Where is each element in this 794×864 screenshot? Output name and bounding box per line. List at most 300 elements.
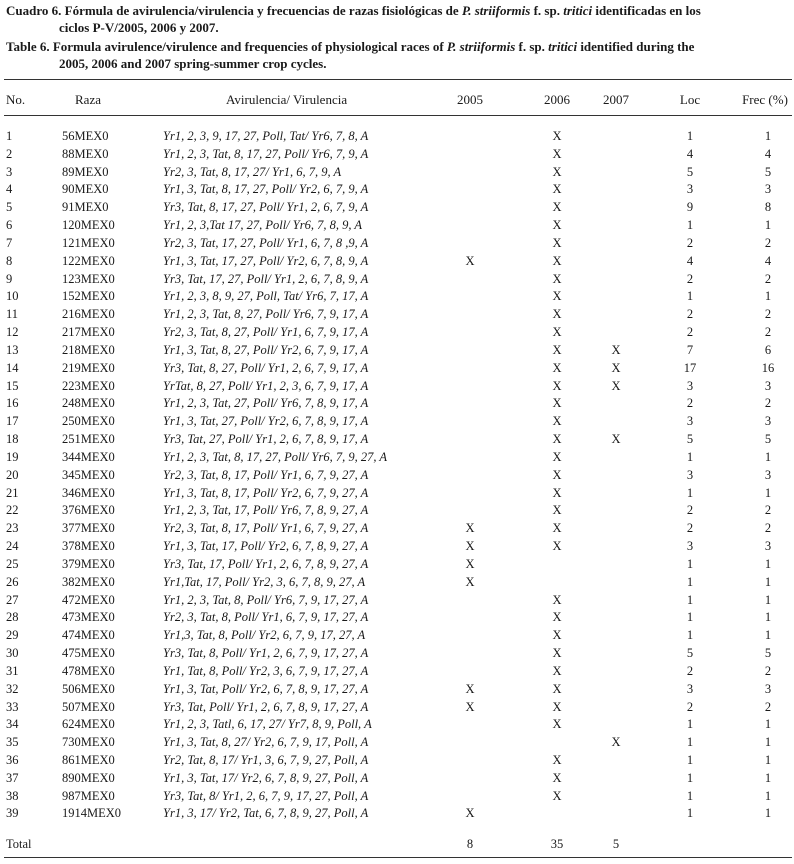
cell-formula: Yr3, Tat, 8, 17, 27, Poll/ Yr1, 2, 6, 7, 9, A	[163, 200, 369, 215]
cell-loc: 3	[686, 467, 694, 482]
cell-formula: YrTat, 8, 27, Poll/ Yr1, 2, 3, 6, 7, 9, 17, A	[163, 378, 369, 393]
cell-frec: 6	[764, 342, 772, 357]
cell-2006: X	[552, 129, 562, 143]
cell-raza: 120MEX0	[62, 218, 115, 233]
cell-no: 4	[6, 182, 13, 197]
cell-frec: 1	[764, 770, 772, 785]
cell-formula: Yr2, 3, Tat, 8, 17, Poll/ Yr1, 6, 7, 9, 27, A	[163, 467, 369, 482]
cell-formula: Yr1, 2, 3, Tat, 27, Poll/ Yr6, 7, 8, 9, 17, A	[163, 396, 369, 411]
table-row	[0, 716, 794, 734]
cell-loc: 2	[686, 235, 694, 250]
cell-no: 28	[6, 610, 19, 625]
caption-spanish-text: Fórmula de avirulencia/virulencia y frecuencias de razas fisiológicas de	[61, 3, 462, 18]
cell-no: 27	[6, 592, 19, 607]
cell-formula: Yr2, 3, Tat, 17, 27, Poll/ Yr1, 6, 7, 8 ,9, A	[163, 235, 369, 250]
cell-no: 5	[6, 200, 13, 215]
header-no: No.	[6, 92, 26, 107]
cell-no: 23	[6, 521, 19, 536]
table-row	[0, 217, 794, 235]
cell-formula: Yr3, Tat, 27, Poll/ Yr1, 2, 6, 7, 8, 9, 17, A	[163, 432, 369, 447]
cell-raza: 861MEX0	[62, 752, 115, 767]
cell-frec: 1	[764, 628, 772, 643]
cell-no: 37	[6, 770, 19, 785]
cell-formula: Yr1, 2, 3, 9, 17, 27, Poll, Tat/ Yr6, 7, 8, A	[163, 129, 369, 143]
header-2006: 2006	[544, 92, 570, 107]
cell-2006: X	[552, 539, 562, 554]
cell-no: 20	[6, 467, 19, 482]
cell-formula: Yr3, Tat, 8, Poll/ Yr1, 2, 6, 7, 9, 17, 27, A	[163, 646, 369, 661]
cell-frec: 2	[764, 271, 772, 286]
cell-raza: 90MEX0	[62, 182, 109, 197]
cell-no: 25	[6, 556, 19, 571]
cell-raza: 123MEX0	[62, 271, 115, 286]
cell-loc: 9	[686, 200, 694, 215]
cell-no: 9	[6, 271, 13, 286]
cell-2006: X	[552, 342, 562, 357]
caption-english-text-c: identified during the	[577, 39, 695, 54]
table-row	[0, 360, 794, 378]
table-row	[0, 805, 794, 823]
total-2007: 5	[612, 837, 620, 851]
cell-raza: 88MEX0	[62, 146, 109, 161]
cell-raza: 248MEX0	[62, 396, 115, 411]
caption-spanish-text-c: identificadas en los	[592, 3, 701, 18]
cell-raza: 89MEX0	[62, 164, 109, 179]
header-raza: Raza	[75, 92, 101, 107]
table-row	[0, 574, 794, 592]
cell-2006: X	[552, 752, 562, 767]
cell-raza: 506MEX0	[62, 681, 115, 696]
cell-2007: X	[611, 360, 621, 375]
cell-loc: 3	[686, 378, 694, 393]
cell-formula: Yr1, 3, Tat, 8, 27/ Yr2, 6, 7, 9, 17, Poll, A	[163, 735, 369, 750]
cell-raza: 223MEX0	[62, 378, 115, 393]
cell-raza: 376MEX0	[62, 503, 115, 518]
cell-formula: Yr2, 3, Tat, 8, Poll/ Yr1, 6, 7, 9, 17, 27, A	[163, 610, 369, 625]
cell-frec: 1	[764, 574, 772, 589]
cell-raza: 377MEX0	[62, 521, 115, 536]
caption-english	[6, 38, 790, 72]
table-row	[0, 431, 794, 449]
cell-frec: 1	[764, 289, 772, 304]
cell-raza: 474MEX0	[62, 628, 115, 643]
cell-formula: Yr1, 3, Tat, 8, 27, Poll/ Yr2, 6, 7, 9, 17, A	[163, 342, 369, 357]
cell-formula: Yr1, 2, 3, Tat, 8, Poll/ Yr6, 7, 9, 17, 27, A	[163, 592, 369, 607]
cell-2006: X	[552, 307, 562, 322]
cell-frec: 2	[764, 521, 772, 536]
table-row	[0, 342, 794, 360]
table-row	[0, 592, 794, 610]
cell-no: 24	[6, 539, 19, 554]
cell-raza: 250MEX0	[62, 414, 115, 429]
caption-english-line-1	[6, 38, 790, 55]
cell-loc: 1	[686, 628, 694, 643]
cell-formula: Yr1, 3, Tat, 8, 17, 27, Poll/ Yr2, 6, 7, 9, A	[163, 182, 369, 197]
cell-frec: 2	[764, 663, 772, 678]
cell-raza: 987MEX0	[62, 788, 115, 803]
table-row	[0, 395, 794, 413]
table-row	[0, 253, 794, 271]
cell-2006: X	[552, 253, 562, 268]
cell-frec: 2	[764, 307, 772, 322]
cell-raza: 218MEX0	[62, 342, 115, 357]
table-bottom-rule	[4, 857, 792, 858]
cell-loc: 2	[686, 521, 694, 536]
cell-frec: 2	[764, 699, 772, 714]
cell-frec: 1	[764, 806, 772, 821]
cell-formula: Yr1, 2, 3, Tatl, 6, 17, 27/ Yr7, 8, 9, Poll, A	[163, 717, 372, 732]
cell-no: 29	[6, 628, 19, 643]
cell-no: 34	[6, 717, 19, 732]
cell-loc: 1	[686, 735, 694, 750]
table-row	[0, 413, 794, 431]
cell-loc: 3	[686, 539, 694, 554]
cell-loc: 1	[686, 752, 694, 767]
cell-formula: Yr1, 2, 3, Tat, 17, Poll/ Yr6, 7, 8, 9, 27, A	[163, 503, 369, 518]
cell-frec: 1	[764, 735, 772, 750]
table-body	[0, 128, 794, 823]
table-row	[0, 752, 794, 770]
cell-2006: X	[552, 271, 562, 286]
cell-2006: X	[552, 699, 562, 714]
cell-formula: Yr3, Tat, 8, 27, Poll/ Yr1, 2, 6, 7, 9, 17, A	[163, 360, 369, 375]
cell-formula: Yr3, Tat, 17, Poll/ Yr1, 2, 6, 7, 8, 9, 27, A	[163, 556, 369, 571]
cell-frec: 3	[764, 414, 772, 429]
table-row	[0, 324, 794, 342]
table-row	[0, 235, 794, 253]
cell-2005: X	[465, 681, 475, 696]
caption-spanish-species: P. striiformis	[461, 3, 531, 18]
cell-loc: 3	[686, 182, 694, 197]
cell-loc: 2	[686, 503, 694, 518]
cell-frec: 1	[764, 592, 772, 607]
cell-formula: Yr1, 2, 3, Tat, 8, 27, Poll/ Yr6, 7, 9, 17, A	[163, 307, 369, 322]
cell-2006: X	[552, 146, 562, 161]
table-row	[0, 449, 794, 467]
header-2005: 2005	[457, 92, 483, 107]
table-row	[0, 164, 794, 182]
cell-frec: 5	[764, 646, 772, 661]
cell-loc: 1	[686, 592, 694, 607]
cell-2007: X	[611, 735, 621, 750]
cell-no: 14	[6, 360, 19, 375]
table-row	[0, 467, 794, 485]
cell-no: 22	[6, 503, 19, 518]
cell-formula: Yr1, 3, Tat, 17/ Yr2, 6, 7, 8, 9, 27, Poll, A	[163, 770, 369, 785]
cell-loc: 1	[686, 574, 694, 589]
cell-no: 31	[6, 663, 19, 678]
cell-frec: 2	[764, 503, 772, 518]
cell-loc: 7	[686, 342, 694, 357]
cell-raza: 478MEX0	[62, 663, 115, 678]
cell-formula: Yr2, 3, Tat, 8, 17, Poll/ Yr1, 6, 7, 9, 27, A	[163, 521, 369, 536]
cell-frec: 1	[764, 485, 772, 500]
cell-raza: 216MEX0	[62, 307, 115, 322]
cell-raza: 382MEX0	[62, 574, 115, 589]
table-top-rule	[4, 79, 792, 80]
cell-formula: Yr1, 3, 17/ Yr2, Tat, 6, 7, 8, 9, 27, Poll, A	[163, 806, 369, 821]
cell-2006: X	[552, 164, 562, 179]
cell-frec: 3	[764, 378, 772, 393]
cell-no: 26	[6, 574, 19, 589]
cell-raza: 121MEX0	[62, 235, 115, 250]
caption-english-label: Table 6.	[6, 39, 50, 54]
cell-2006: X	[552, 396, 562, 411]
cell-2005: X	[465, 806, 475, 821]
cell-no: 21	[6, 485, 19, 500]
table-row	[0, 199, 794, 217]
cell-frec: 4	[764, 253, 772, 268]
cell-2006: X	[552, 610, 562, 625]
cell-frec: 8	[764, 200, 772, 215]
cell-loc: 1	[686, 129, 694, 143]
cell-loc: 17	[683, 360, 697, 375]
cell-raza: 730MEX0	[62, 735, 115, 750]
cell-2006: X	[552, 325, 562, 340]
table-row	[0, 520, 794, 538]
table-total-row	[0, 835, 794, 853]
caption-spanish	[6, 2, 790, 36]
caption-spanish-tritici: tritici	[563, 3, 593, 18]
table-header-rule	[4, 115, 792, 116]
cell-loc: 1	[686, 717, 694, 732]
cell-frec: 16	[761, 360, 775, 375]
cell-frec: 1	[764, 129, 772, 143]
cell-2006: X	[552, 646, 562, 661]
cell-frec: 1	[764, 788, 772, 803]
header-loc: Loc	[679, 92, 701, 107]
cell-frec: 3	[764, 467, 772, 482]
cell-raza: 624MEX0	[62, 717, 115, 732]
cell-2006: X	[552, 432, 562, 447]
cell-no: 15	[6, 378, 19, 393]
table-row	[0, 734, 794, 752]
cell-loc: 2	[686, 699, 694, 714]
table-row	[0, 288, 794, 306]
cell-frec: 5	[764, 432, 772, 447]
cell-raza: 56MEX0	[62, 129, 109, 143]
total-2006: 35	[550, 837, 564, 851]
caption-english-tritici: tritici	[548, 39, 578, 54]
cell-formula: Yr1, 2, 3, 8, 9, 27, Poll, Tat/ Yr6, 7, 17, A	[163, 289, 369, 304]
cell-no: 3	[6, 164, 13, 179]
cell-formula: Yr2, 3, Tat, 8, 27, Poll/ Yr1, 6, 7, 9, 17, A	[163, 325, 369, 340]
cell-frec: 1	[764, 717, 772, 732]
table-row	[0, 699, 794, 717]
cell-2006: X	[552, 414, 562, 429]
cell-2005: X	[465, 556, 475, 571]
cell-2006: X	[552, 770, 562, 785]
table-row	[0, 306, 794, 324]
cell-no: 11	[6, 307, 19, 322]
cell-loc: 2	[686, 307, 694, 322]
cell-loc: 4	[686, 146, 694, 161]
total-2005: 8	[466, 837, 474, 851]
cell-frec: 1	[764, 218, 772, 233]
cell-formula: Yr1,3, Tat, 8, Poll/ Yr2, 6, 7, 9, 17, 27, A	[163, 628, 366, 643]
cell-2007: X	[611, 378, 621, 393]
cell-no: 38	[6, 788, 19, 803]
cell-frec: 3	[764, 539, 772, 554]
table-row	[0, 663, 794, 681]
cell-loc: 1	[686, 449, 694, 464]
cell-loc: 1	[686, 770, 694, 785]
header-formula: Avirulencia/ Virulencia	[226, 92, 348, 107]
cell-no: 8	[6, 253, 13, 268]
cell-no: 32	[6, 681, 19, 696]
cell-no: 7	[6, 235, 13, 250]
table-row	[0, 609, 794, 627]
cell-formula: Yr1, 3, Tat, 17, Poll/ Yr2, 6, 7, 8, 9, 27, A	[163, 539, 369, 554]
cell-loc: 1	[686, 485, 694, 500]
cell-2006: X	[552, 592, 562, 607]
cell-frec: 1	[764, 556, 772, 571]
table-row	[0, 645, 794, 663]
table-row	[0, 181, 794, 199]
header-2007: 2007	[603, 92, 629, 107]
table-row	[0, 378, 794, 396]
cell-loc: 3	[686, 681, 694, 696]
cell-raza: 152MEX0	[62, 289, 115, 304]
cell-2006: X	[552, 200, 562, 215]
cell-2006: X	[552, 449, 562, 464]
cell-loc: 1	[686, 218, 694, 233]
cell-loc: 1	[686, 788, 694, 803]
cell-loc: 4	[686, 253, 694, 268]
cell-raza: 890MEX0	[62, 770, 115, 785]
cell-loc: 2	[686, 325, 694, 340]
cell-2006: X	[552, 521, 562, 536]
cell-no: 18	[6, 432, 19, 447]
cell-formula: Yr1, 3, Tat, Poll/ Yr2, 6, 7, 8, 9, 17, 27, A	[163, 681, 369, 696]
cell-formula: Yr3, Tat, 17, 27, Poll/ Yr1, 2, 6, 7, 8, 9, A	[163, 271, 369, 286]
cell-no: 16	[6, 396, 19, 411]
cell-no: 33	[6, 699, 19, 714]
table-row	[0, 538, 794, 556]
cell-2006: X	[552, 378, 562, 393]
table-row	[0, 271, 794, 289]
cell-2005: X	[465, 574, 475, 589]
cell-raza: 1914MEX0	[62, 806, 122, 821]
cell-loc: 5	[686, 164, 694, 179]
cell-no: 36	[6, 752, 19, 767]
cell-frec: 5	[764, 164, 772, 179]
caption-english-species: P. striiformis	[446, 39, 516, 54]
cell-2006: X	[552, 717, 562, 732]
header-frec: Frec (%)	[742, 92, 788, 107]
cell-no: 6	[6, 218, 13, 233]
cell-raza: 217MEX0	[62, 325, 115, 340]
cell-loc: 3	[686, 414, 694, 429]
cell-formula: Yr1, 2, 3, Tat, 8, 17, 27, Poll/ Yr6, 7, 9, 27, A	[163, 449, 387, 464]
cell-no: 17	[6, 414, 19, 429]
cell-formula: Yr1, 2, 3,Tat 17, 27, Poll/ Yr6, 7, 8, 9, A	[163, 218, 362, 233]
cell-frec: 1	[764, 610, 772, 625]
cell-frec: 3	[764, 681, 772, 696]
cell-2005: X	[465, 699, 475, 714]
table-row	[0, 788, 794, 806]
cell-2006: X	[552, 663, 562, 678]
cell-2006: X	[552, 485, 562, 500]
cell-raza: 346MEX0	[62, 485, 115, 500]
cell-formula: Yr3, Tat, Poll/ Yr1, 2, 6, 7, 8, 9, 17, 27, A	[163, 699, 369, 714]
cell-loc: 1	[686, 556, 694, 571]
cell-2006: X	[552, 289, 562, 304]
cell-2006: X	[552, 628, 562, 643]
cell-2006: X	[552, 503, 562, 518]
cell-loc: 5	[686, 432, 694, 447]
cell-raza: 122MEX0	[62, 253, 115, 268]
cell-2006: X	[552, 681, 562, 696]
cell-no: 2	[6, 146, 13, 161]
cell-loc: 2	[686, 271, 694, 286]
cell-no: 1	[6, 129, 13, 143]
caption-spanish-label: Cuadro 6.	[6, 3, 62, 18]
cell-2006: X	[552, 467, 562, 482]
cell-frec: 4	[764, 146, 772, 161]
cell-formula: Yr1,Tat, 17, Poll/ Yr2, 3, 6, 7, 8, 9, 27, A	[163, 574, 366, 589]
cell-formula: Yr1, 3, Tat, 27, Poll/ Yr2, 6, 7, 8, 9, 17, A	[163, 414, 369, 429]
cell-frec: 3	[764, 182, 772, 197]
cell-formula: Yr1, 2, 3, Tat, 8, 17, 27, Poll/ Yr6, 7, 9, A	[163, 146, 369, 161]
cell-raza: 379MEX0	[62, 556, 115, 571]
caption-spanish-line-2: ciclos P-V/2005, 2006 y 2007.	[59, 20, 219, 35]
cell-2006: X	[552, 182, 562, 197]
cell-frec: 2	[764, 396, 772, 411]
cell-loc: 2	[686, 663, 694, 678]
table-row	[0, 128, 794, 146]
cell-frec: 1	[764, 449, 772, 464]
cell-no: 30	[6, 646, 19, 661]
cell-formula: Yr1, Tat, 8, Poll/ Yr2, 3, 6, 7, 9, 17, 27, A	[163, 663, 369, 678]
cell-2006: X	[552, 235, 562, 250]
cell-raza: 91MEX0	[62, 200, 109, 215]
cell-2007: X	[611, 432, 621, 447]
table-row	[0, 485, 794, 503]
table-row	[0, 681, 794, 699]
cell-raza: 475MEX0	[62, 646, 115, 661]
cell-raza: 507MEX0	[62, 699, 115, 714]
cell-formula: Yr2, Tat, 8, 17/ Yr1, 3, 6, 7, 9, 27, Poll, A	[163, 752, 369, 767]
cell-loc: 2	[686, 396, 694, 411]
cell-raza: 378MEX0	[62, 539, 115, 554]
cell-formula: Yr3, Tat, 8/ Yr1, 2, 6, 7, 9, 17, 27, Poll, A	[163, 788, 369, 803]
caption-english-text-b: f. sp.	[515, 39, 549, 54]
cell-no: 12	[6, 325, 19, 340]
cell-loc: 1	[686, 610, 694, 625]
cell-loc: 1	[686, 806, 694, 821]
cell-no: 19	[6, 449, 19, 464]
cell-no: 39	[6, 806, 19, 821]
cell-frec: 2	[764, 325, 772, 340]
cell-raza: 219MEX0	[62, 360, 115, 375]
cell-2005: X	[465, 253, 475, 268]
cell-raza: 473MEX0	[62, 610, 115, 625]
cell-raza: 345MEX0	[62, 467, 115, 482]
cell-formula: Yr1, 3, Tat, 17, 27, Poll/ Yr2, 6, 7, 8, 9, A	[163, 253, 369, 268]
table-row	[0, 146, 794, 164]
table-row	[0, 502, 794, 520]
caption-english-text: Formula avirulence/virulence and frequencies of physiological races of	[49, 39, 447, 54]
cell-formula: Yr2, 3, Tat, 8, 17, 27/ Yr1, 6, 7, 9, A	[163, 164, 342, 179]
table-header-row	[0, 92, 794, 110]
cell-2007: X	[611, 342, 621, 357]
caption-spanish-text-b: f. sp.	[530, 3, 564, 18]
cell-frec: 1	[764, 752, 772, 767]
table-row	[0, 627, 794, 645]
total-label: Total	[6, 837, 32, 851]
cell-raza: 344MEX0	[62, 449, 115, 464]
